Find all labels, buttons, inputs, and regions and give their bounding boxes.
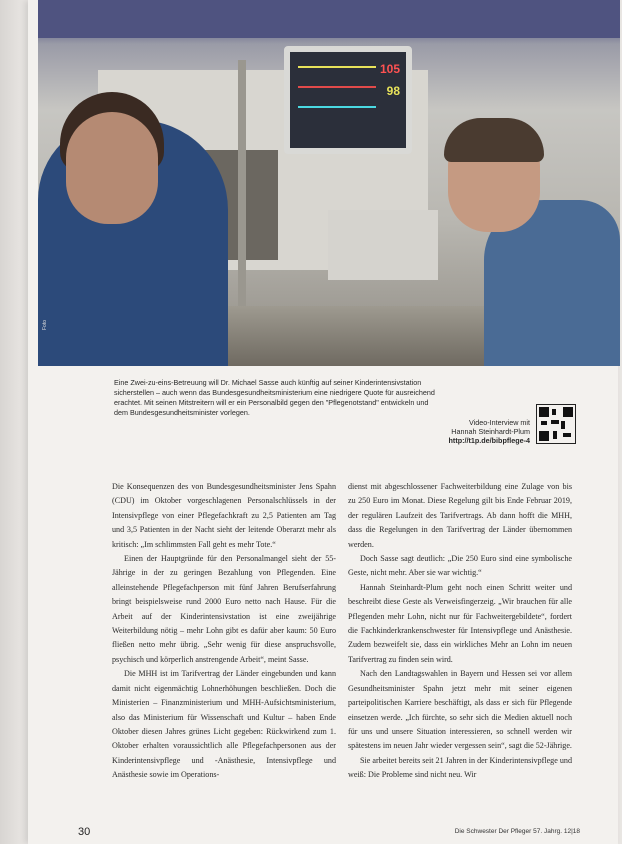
monitor-wave bbox=[298, 66, 376, 68]
page-spine bbox=[0, 0, 28, 844]
photo-caption: Eine Zwei-zu-eins-Betreuung will Dr. Michael Sasse auch künftig auf seiner Kinderintensivstation sicherstellen – auch wenn das Bundesgesundheitsministerium eine niedrigere Quote für ausreichend erachtet. Mit seinen Mitstreitern will er ein Personalbild gegen den "Pflegenotstand" entwickeln und dem Bundesgesundheitsminister vorlegen. bbox=[114, 378, 435, 417]
paragraph: Die MHH ist im Tarifvertrag der Länder eingebunden und kann damit nicht eigenmächtig Lohnerhöhungen beschließen. Doch die Ministerien – Finanzministerium und MHH-Aufsichtsministerium, also das Ministerium für Wissenschaft und Kultur – haben Ende Oktober diesen Jahres grünes Licht gegeben: Rückwirkend zum 1. Oktober erhalten voraussichtlich alle Pflegefachpersonen aus der Kinderintensivpflege und -Anästhesie, Intensivpflege und Anästhesie sowie im Operations- bbox=[112, 669, 336, 780]
nurse-head bbox=[66, 112, 158, 224]
article-column-left bbox=[112, 480, 336, 783]
video-link[interactable]: http://t1p.de/bibpflege-4 bbox=[448, 436, 530, 445]
monitor-reading: 98 bbox=[386, 84, 400, 98]
vital-signs-monitor bbox=[284, 46, 412, 154]
article-photo bbox=[38, 0, 620, 366]
video-line: Video-Interview mit bbox=[469, 418, 530, 427]
video-line: Hannah Steinhardt-Plum bbox=[451, 427, 530, 436]
paragraph: Nach den Landtagswahlen in Bayern und Hessen sei vor allem Gesundheitsminister Spahn jetzt mehr mit seiner eigenen parteipolitischen Karriere beschäftigt, als dass er sich für Pflegende einsetzen werde. „Ich fürchte, so sehr sich die Medien aktuell noch für uns und unsere Situation interessieren, so schnell werden wir spätestens im neuen Jahr wieder vergessen sein“, sagt die 52-Jährige. bbox=[348, 669, 572, 751]
doctor-hair bbox=[444, 118, 544, 162]
paragraph: Einen der Hauptgründe für den Personalmangel sieht der 55-Jährige in der zu geringen Bezahlung von Pflegenden. Eine alleinstehende Pflegefachperson mit fünf Jahren Berufserfahrung bringt beispielsweise rund 2000 Euro netto nach Hause. Für die Arbeit auf der Kinderintensivstation ist eine zweijährige Weiterbildung nötig – mehr Lohn gibt es dafür aber kaum: 50 Euro fließen netto mehr übrig. „Sehr wenig für diese anspruchsvolle, psychisch und körperlich anstrengende Arbeit“, meint Sasse. bbox=[112, 554, 336, 664]
qr-code-icon[interactable] bbox=[536, 404, 576, 444]
paragraph: dienst mit abgeschlossener Fachweiterbildung eine Zulage von bis zu 250 Euro im Monat. Diese Regelung gilt bis Ende Februar 2019, der regulären Laufzeit des Tarifvertrags. Ab dann hofft die MHH, dass die Regelungen in den Tarifvertrag der Länder übernommen werden. bbox=[348, 482, 572, 549]
video-reference bbox=[390, 418, 530, 445]
paragraph: Sie arbeitet bereits seit 21 Jahren in der Kinderintensivpflege und weiß: Die Probleme sind nicht neu. Wir bbox=[348, 755, 572, 780]
monitor-wave bbox=[298, 106, 376, 108]
photo-pump bbox=[328, 210, 438, 280]
paragraph: Hannah Steinhardt-Plum geht noch einen Schritt weiter und beschreibt diese Geste als Verweisfingerzeig. „Wir brauchen für alle Pflegenden mehr Lohn, nicht nur für Fachweitergebildete“, fordert die Fachkinderkrankenschwester für Intensivpflege und Anästhesie. Zudem bezweifelt sie, dass ein wirkliches Mehr an Lohn im neuen Tarifvertrag zu finden sein wird. bbox=[348, 582, 572, 664]
journal-footer: Die Schwester Der Pfleger 57. Jahrg. 12|18 bbox=[454, 828, 580, 835]
photo-ceiling bbox=[38, 0, 620, 38]
monitor-reading: 105 bbox=[379, 62, 400, 76]
photo-pole bbox=[238, 60, 246, 320]
photo-credit: Foto bbox=[42, 319, 48, 330]
page-number: 30 bbox=[78, 826, 91, 838]
article-column-right bbox=[348, 480, 572, 783]
paragraph: Die Konsequenzen des von Bundesgesundheitsminister Jens Spahn (CDU) im Oktober vorgeschlagenen Personalschlüssels in der Intensivpflege von einer Pflegefachkraft zu 2,5 Patienten am Tag und 3,5 Patienten in der Nacht sieht der leitende Oberarzt mehr als kritisch: „Im schlimmsten Fall geht es mehr Tote.“ bbox=[112, 482, 336, 549]
paragraph: Doch Sasse sagt deutlich: „Die 250 Euro sind eine symbolische Geste, nicht mehr. Aber sie war wichtig.“ bbox=[348, 554, 572, 578]
monitor-wave bbox=[298, 86, 376, 88]
